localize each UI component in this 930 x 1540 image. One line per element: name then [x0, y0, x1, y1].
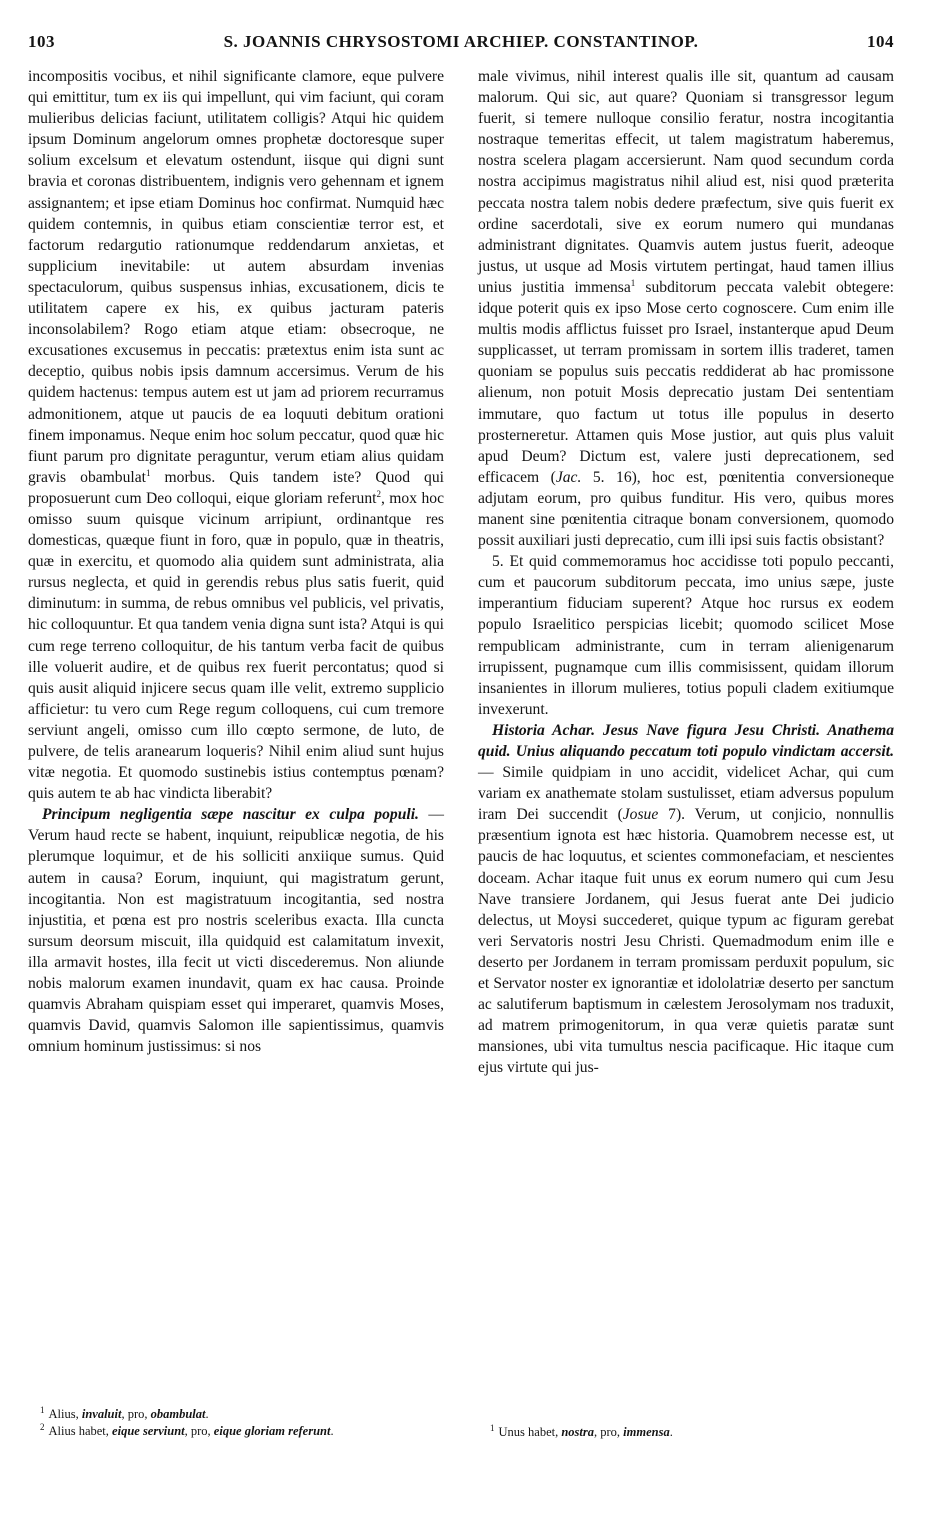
text-columns	[28, 66, 894, 1506]
footnote	[478, 1424, 894, 1441]
footnote-mark: 1	[40, 1404, 45, 1415]
page-number-right: 104	[867, 32, 894, 51]
footnote	[28, 1406, 444, 1423]
footnote-variant: invaluit	[81, 1407, 122, 1421]
paragraph	[478, 551, 894, 720]
footnote-text: , pro,	[184, 1424, 214, 1438]
page-number-left: 103	[28, 32, 55, 51]
footnote-text: .	[205, 1407, 209, 1421]
footnote-text: , pro,	[594, 1425, 624, 1439]
text-run: incompositis vocibus, et nihil significante clamore, eque pulvere qui emittitur, tum ex iis qui impellunt, qui vim faciunt, qui coram mulieribus delicias faciunt, utilitatem colligis? Atqui hic quidem ipsum Dominum angelorum omnes prophetæ doctoresque super solium excelsum et elevatum ostendunt, iisque qui digni sunt bravia et coronas distribuentem, indignis vero gehennam et ignem assignantem; et ipse etiam Dominus hoc confirmat. Numquid hæc quidem contemnis, in quibus etiam conscientiæ terror est, et factorum redargutio rationumque reddendarum anxietas, et supplicium inevitabile: ut autem absurdam invenias spectaculorum, quibus suspensus inhias, excusationem, dicis te utilitatem capere ex his, ex quibus jacturam pateris inconsolabilem? Rogo etiam atque etiam: obsecroque, ne excusationes excusemus in peccatis: prætextus enim ista sunt ac deceptio, quibus nobis ipsis damnum accersimus. Verum de his quidem hactenus: tempus autem est ut jam ad priorem recurramus admonitionem, atque ut paucis de ea loquuti debitum orationi finem imponamus. Neque enim hoc solum peccatur, quod quæ hic fiunt parum pro dignitate peraguntur, verum etiam alius quidam gravis obambulat	[28, 68, 444, 486]
footnote-mark: 2	[40, 1421, 45, 1432]
footnote-text: Alius,	[48, 1407, 82, 1421]
footnote-ref[interactable]: 1	[630, 277, 636, 288]
scripture-ref: Jac.	[555, 468, 582, 486]
footnote-text: Alius habet,	[48, 1424, 113, 1438]
running-title: S. JOANNIS CHRYSOSTOMI ARCHIEP. CONSTANTINOP.	[223, 32, 699, 51]
section-rubric: Historia Achar. Jesus Nave figura Jesu Christi. Anathema quid. Unius aliquando peccatum toti populo vindictam accersit.	[478, 721, 894, 760]
footnote-text: .	[669, 1425, 673, 1439]
footnote-variant: immensa	[623, 1425, 670, 1439]
paragraph	[478, 66, 894, 551]
footnote	[28, 1423, 444, 1440]
footnote-ref[interactable]: 2	[376, 488, 381, 499]
footnote-variant: nostra	[561, 1425, 594, 1439]
text-run: — Simile quidpiam in uno accidit, videlicet Achar, qui cum variam ex anathemate stolam sustulisset, etiam adversus populum iram Dei succendit (	[478, 764, 894, 824]
paragraph	[28, 66, 444, 804]
text-run: 7). Verum, ut conjicio, nonnullis præsentium ignota est hæc historia. Quamobrem necesse est, ut paucis de hac loquutus, et scientes commonefaciam, et nescientes doceam. Achar itaque fuit unus ex eorum numero qui cum Jesu Nave transiere Jordanem, qui Jesus fuerat ante Dei judicio delectus, ut Moysi succederet, quique typum ac figuram gerebat veri Servatoris nostri Jesu Christi. Quemadmodum enim ille e deserto per Jordanem in terram promissam perduxit populum, sic et Servator noster ex ignorantiæ et idololatriæ deserto per sanctum ac salutiferum baptismum in cælestem Jerosolymam nos traduxit, ad matrem primogenitorum, in qua veræ quietis paratæ sunt mansiones, ubi vita tumultus nescia pacificaque. Hic itaque cum ejus virtute qui jus-	[478, 806, 894, 1077]
right-column	[478, 66, 894, 1079]
scripture-ref: Josue	[622, 806, 659, 824]
text-run: , mox hoc omisso suum quisque vicinum arripiunt, ordinantque res domesticas, quæque fiunt in foro, quæ in populo, quæ in theatris, quæ in exercitu, et quomodo alia quidem sunt administrata, alia rursus neglecta, et quid in gerendis rebus plus satis fuerit, quid diminutum: in summa, de rebus omnibus vel publicis, vel privatis, hic colloquuntur. Et qua tandem venia digna sunt ista? Atqui is qui cum rege terreno colloquitur, de his tantum verba facit de quibus ille voluerit audire, et de quibus rex fuerit percontatus; quod si quis ausit aliquid injicere secus quam ille velit, extremo supplicio afficietur: tu vero cum Rege regum colloquens, cui cum tremore serviunt angeli, omisso cum illo cœpto sermone, de luto, de pulvere, de telis aranearum loqueris? Nihil enim aliud sunt hujus vitæ negotia. Et quomodo sustinebis istius contemptus pœnam? quis autem te ab hac vindicta liberabit?	[28, 489, 444, 803]
footnote-mark: 1	[490, 1422, 495, 1433]
text-run: subditorum peccata valebit obtegere: idque poterit quis ex ipso Mose certo cognoscere. Cum enim ille multis modis afflictus fuisset pro Israel, instanterque apud Deum supplicasset, ut terram promissam in sortem illis traderet, tamen quoniam se populus suis peccatis reddiderat ab hac promissone alienum, non potuit Mosis deprecatio justam Dei sententiam immutare, quo factum ut totus ille populus in deserto prosterneretur. Attamen quis Mose justior, aut quis plus valuit apud Deum? Dictum est, valere justi deprecationem, sed efficacem (	[478, 278, 894, 486]
section-rubric: Principum negligentia sæpe nascitur ex culpa populi.	[42, 806, 419, 824]
paragraph	[478, 720, 894, 1079]
footnote-text: Unus habet,	[498, 1425, 562, 1439]
text-run: 5. 16), hoc est, pœnitentia conversioneque adjutam eorum, pro quibus funditur. His vero, quibus mores manent sine pœnitentia citraque bonam conversionem, quomodo possit auxiliari justi deprecatio, cum illi ipsi suis factis obsistant?	[478, 468, 894, 550]
left-column	[28, 66, 444, 1057]
paragraph	[28, 804, 444, 1057]
page	[28, 32, 894, 1512]
footnote-variant: obambulat	[150, 1407, 206, 1421]
footnote-text: , pro,	[121, 1407, 151, 1421]
text-run: — Verum haud recte se habent, inquiunt, reipublicæ negotia, de his plerumque loquimur, et de his solliciti anxiique sumus. Quid autem in causa? Eorum, inquiunt, qui magistratum gerunt, incogitantia. Non est magistratuum incogitantia, sed nostra injustitia, et pœna est pro nostris sceleribus exacta. Illa cuncta sursum deorsum miscuit, illa quidquid est calamitatum invexit, illa armavit hostes, illa fecit ut victi discederemus. Non aliunde nobis malorum examen inundavit, quam ex hac causa. Proinde quamvis Abraham quispiam esset qui imperaret, quamvis Moses, quamvis David, quamvis Salomon ille sapientissimus, quamvis omnium hominum justissimus: si nos	[28, 806, 444, 1056]
footnote-variant: eique gloriam referunt	[213, 1424, 331, 1438]
footnotes-left	[28, 1406, 444, 1440]
running-head	[28, 32, 894, 60]
footnote-ref[interactable]: 1	[145, 467, 151, 478]
footnote-variant: eique serviunt	[112, 1424, 185, 1438]
footnote-text: .	[330, 1424, 334, 1438]
text-run: morbus. Quis tandem iste? Quod qui proposuerunt cum Deo colloqui, eique gloriam referunt	[28, 468, 444, 507]
text-run: male vivimus, nihil interest qualis ille sit, quantum ad causam malorum. Qui sic, aut quare? Quoniam si transgressor legum fuerit, si temere nulloque consilio feratur, nostra incogitantia nostraque temeritas effecit, ut talem magistratum haberemus, nostra scelera plagam accersierunt. Nam quod secundum corda nostra accipimus magistratus nihil aliud est, nisi quod præterita peccata nostra talem nobis dedere præfectum, sive quis fuerit ex ordine sacerdotali, sive ex eorum numero qui mundanas administrant dignitates. Quamvis autem justus fuerit, adeoque justus, ut usque ad Mosis virtutem pertingat, haud tamen illius unius justitia immensa	[478, 68, 894, 296]
footnotes-right	[478, 1424, 894, 1441]
text-run: 5. Et quid commemoramus hoc accidisse toti populo peccanti, cum et paucorum subditorum peccata, imo unius sæpe, juste imperantium fiduciam superent? Atque hoc rursus ex eodem populo Israelitico perspicias licebit; quomodo scilicet Mose rempublicam administrante, cum in terram alienigenarum irrupissent, pugnamque cum illis commisissent, quidam illorum insanientes in illorum mulieres, totius populi cladem exitiumque invexerunt.	[478, 553, 894, 718]
